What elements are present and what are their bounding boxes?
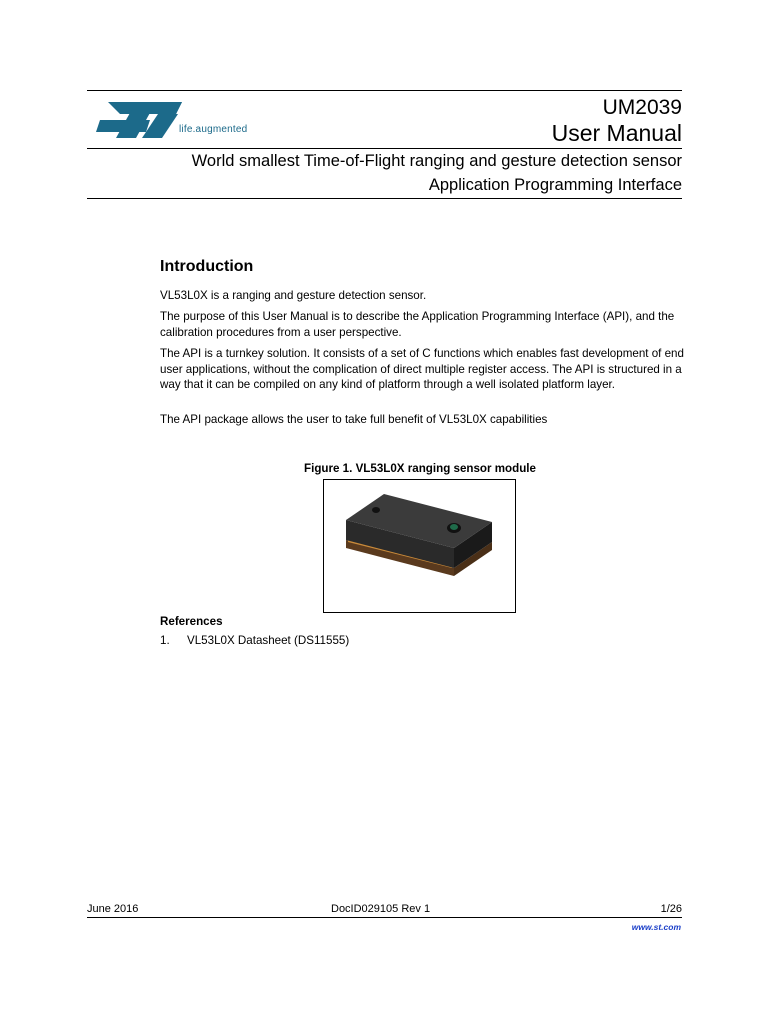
intro-paragraph: VL53L0X is a ranging and gesture detection sensor. [160,289,427,302]
st-logo [96,98,276,142]
header-top-rule [87,90,682,91]
document-type: User Manual [551,120,682,146]
figure-caption: Figure 1. VL53L0X ranging sensor module [304,462,536,475]
sensor-module-image [324,480,515,612]
header-mid-rule [87,148,682,149]
reference-item: VL53L0X Datasheet (DS11555) [187,634,350,647]
document-subtitle-line2: Application Programming Interface [428,176,682,194]
footer-doc-id: DocID029105 Rev 1 [331,903,431,915]
document-subtitle-line1: World smallest Time-of-Flight ranging and gesture detection sensor [191,152,682,170]
reference-number: 1. [160,634,170,647]
document-number: UM2039 [602,96,682,119]
intro-paragraph: The API package allows the user to take full benefit of VL53L0X capabilities [160,413,548,426]
header-bottom-rule [87,198,682,199]
brand-tagline: life.augmented [179,124,248,135]
footer-page-number: 1/26 [660,903,682,915]
section-heading-introduction: Introduction [160,258,254,275]
intro-paragraph: The purpose of this User Manual is to describe the Application Programming Interface (API), and the calibration procedures from a user perspective. [160,310,675,339]
footer-website-link[interactable]: www.st.com [631,922,681,932]
figure-frame [323,479,516,613]
references-heading: References [160,615,223,628]
footer-date: June 2016 [87,903,139,915]
footer-rule [87,917,682,918]
intro-paragraph: The API is a turnkey solution. It consists of a set of C functions which enables fast development of end user applications, without the complication of direct multiple register access. The API is structured in a way that it can be compiled on any kind of platform through a well isolated platform layer. [160,347,684,391]
